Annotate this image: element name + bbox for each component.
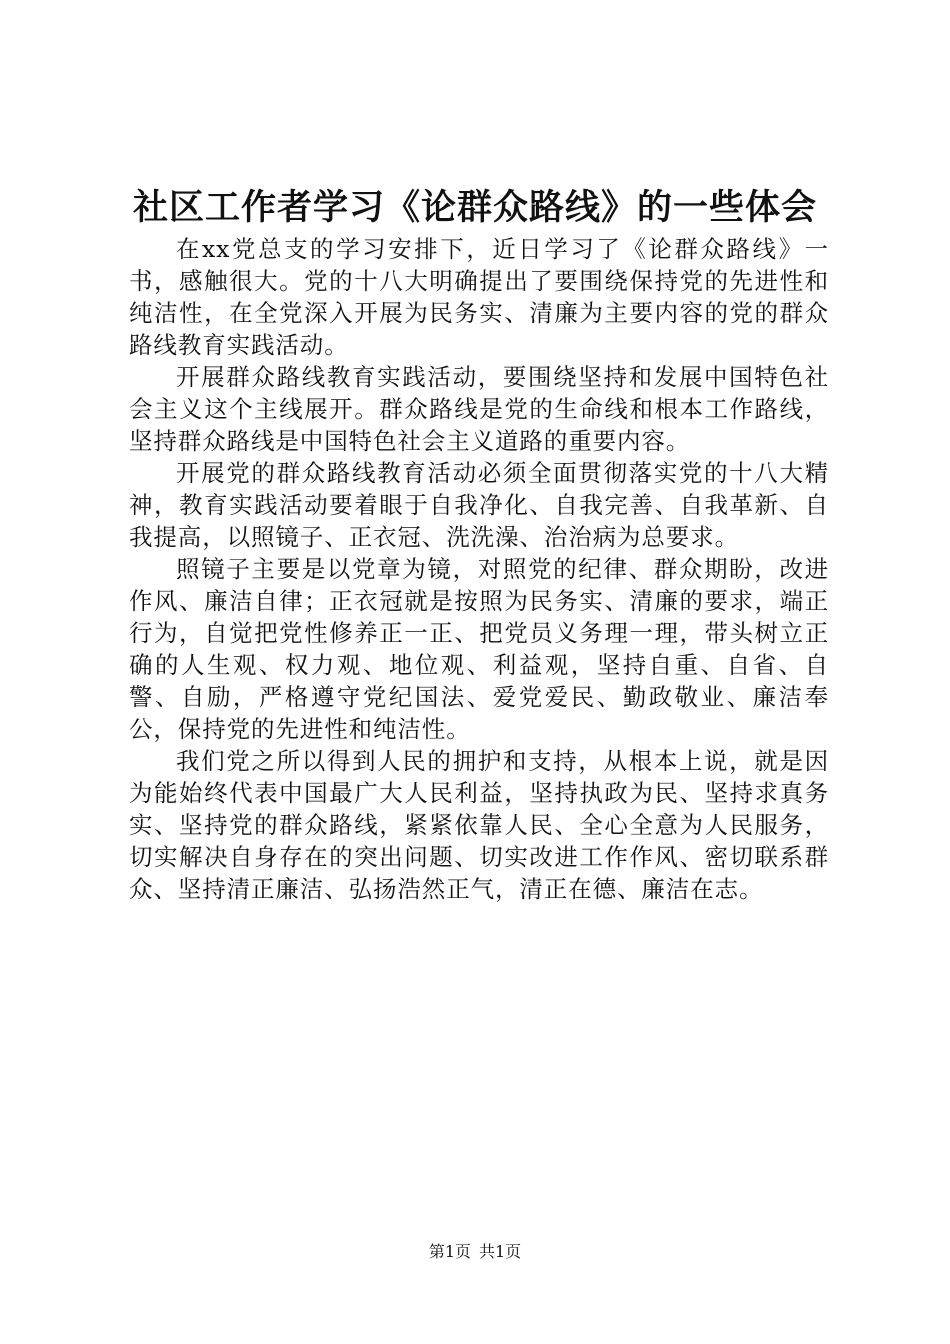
- paragraph-4: 照镜子主要是以党章为镜，对照党的纪律、群众期盼，改进作风、廉洁自律；正衣冠就是按照为民务实、清廉的要求，端正行为，自觉把党性修养正一正、把党员义务理一理，带头树立正确的人生观、权力观、地位观、利益观，坚持自重、自省、自警、自励，严格遵守党纪国法、爱党爱民、勤政敬业、廉洁奉公，保持党的先进性和纯洁性。: [129, 555, 829, 743]
- paragraph-5: 我们党之所以得到人民的拥护和支持，从根本上说，就是因为能始终代表中国最广大人民利益，坚持执政为民、坚持求真务实、坚持党的群众路线，紧紧依靠人民、全心全意为人民服务，切实解决自身存在的突出问题、切实改进工作作风、密切联系群众、坚持清正廉洁、弘扬浩然正气，清正在德、廉洁在志。: [129, 747, 829, 903]
- page-footer: [0, 1241, 950, 1263]
- page-number-current: 第1页: [428, 1242, 471, 1261]
- document-title: 社区工作者学习《论群众路线》的一些体会: [132, 187, 817, 228]
- document-body: [129, 233, 829, 905]
- paragraph-2: 开展群众路线教育实践活动，要围绕坚持和发展中国特色社会主义这个主线展开。群众路线是党的生命线和根本工作路线，坚持群众路线是中国特色社会主义道路的重要内容。: [129, 363, 829, 455]
- page-number-total: 共1页: [479, 1242, 522, 1261]
- paragraph-3: 开展党的群众路线教育活动必须全面贯彻落实党的十八大精神，教育实践活动要着眼于自我净化、自我完善、自我革新、自我提高，以照镜子、正衣冠、洗洗澡、治治病为总要求。: [129, 459, 829, 551]
- paragraph-1: 在xx党总支的学习安排下，近日学习了《论群众路线》一书，感触很大。党的十八大明确提出了要围绕保持党的先进性和纯洁性，在全党深入开展为民务实、清廉为主要内容的党的群众路线教育实践活动。: [129, 235, 829, 359]
